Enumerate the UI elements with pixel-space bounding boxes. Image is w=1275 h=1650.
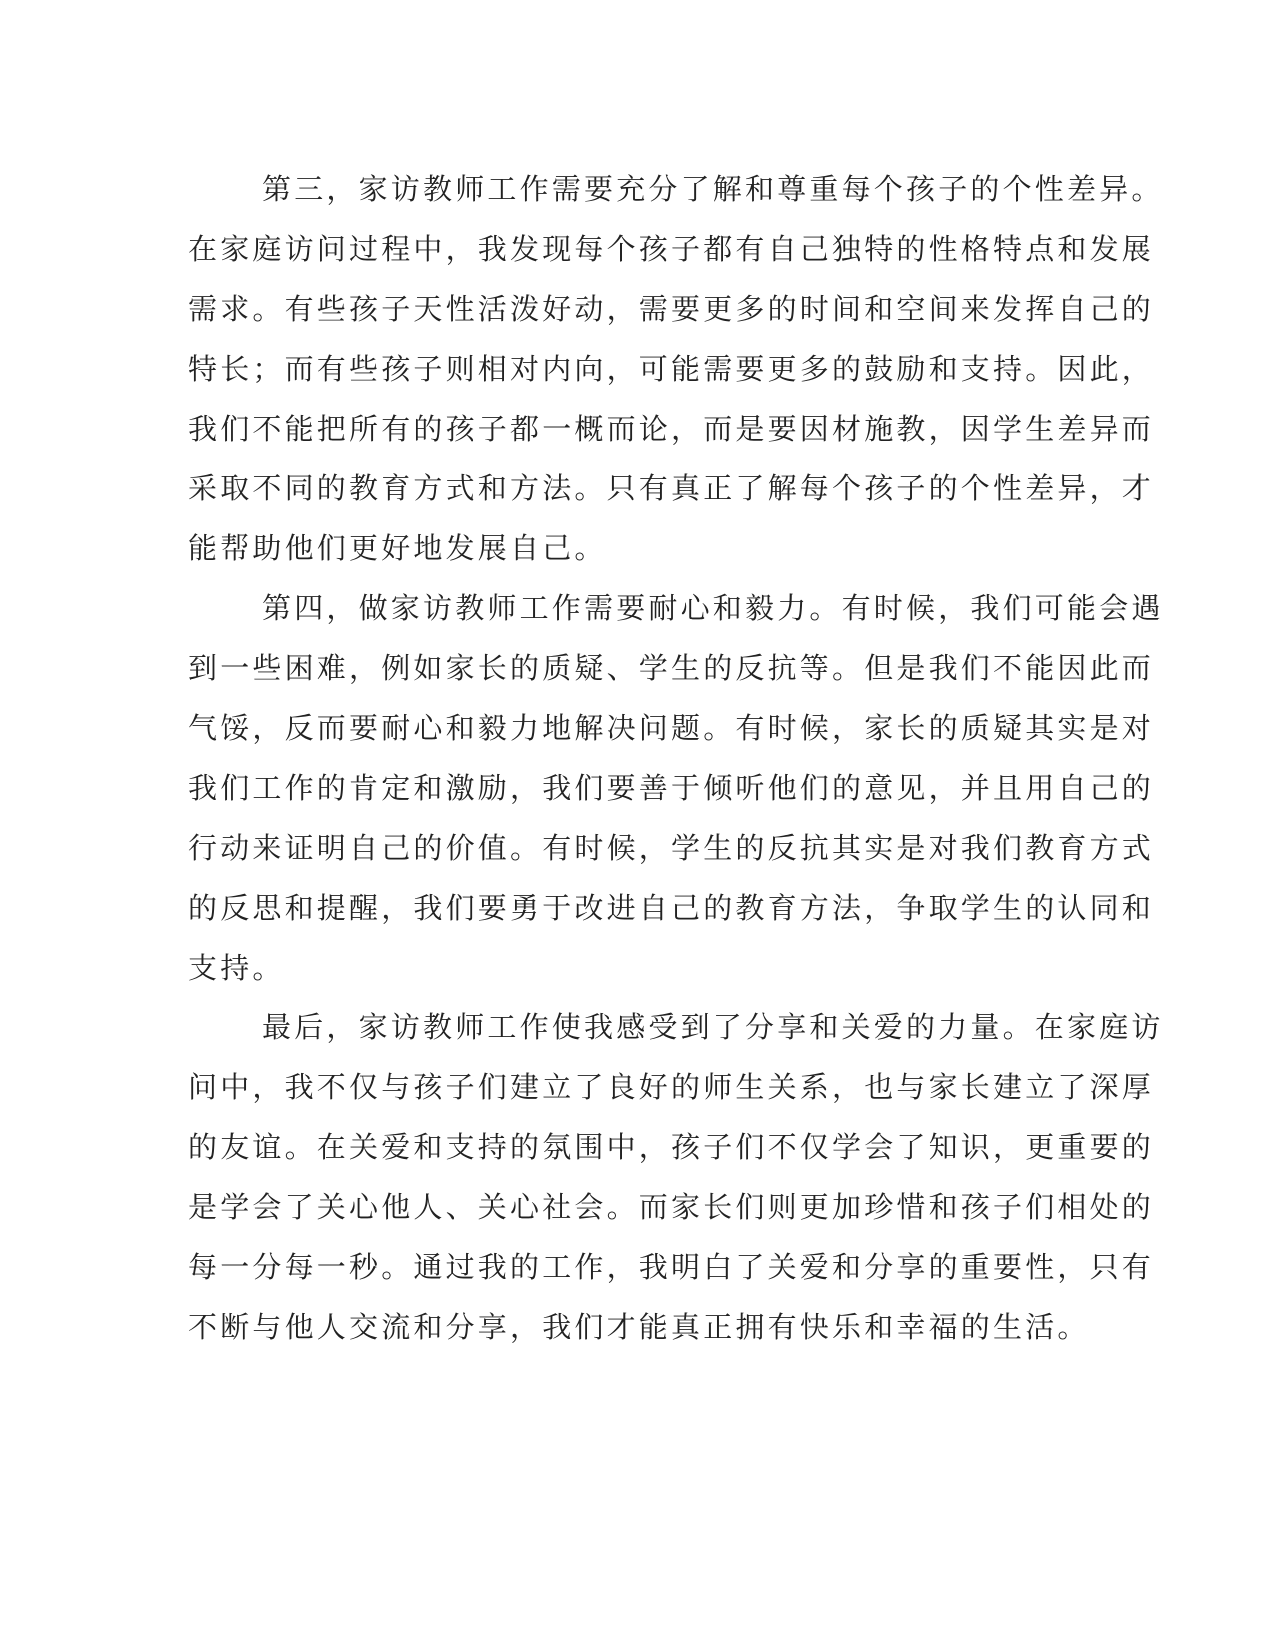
text-line: 不断与他人交流和分享，我们才能真正拥有快乐和幸福的生活。	[188, 1309, 1090, 1344]
text-line: 气馁，反而要耐心和毅力地解决问题。有时候，家长的质疑其实是对	[188, 711, 1155, 746]
text-line: 我们不能把所有的孩子都一概而论，而是要因材施教，因学生差异而	[188, 411, 1155, 446]
paragraph-fourth-point	[188, 579, 1164, 998]
text-line: 在家庭访问过程中，我发现每个孩子都有自己独特的性格特点和发展	[188, 231, 1155, 266]
text-line: 的友谊。在关爱和支持的氛围中，孩子们不仅学会了知识，更重要的	[188, 1130, 1155, 1165]
text-line: 问中，我不仅与孩子们建立了良好的师生关系，也与家长建立了深厚	[188, 1070, 1155, 1105]
document-body	[188, 160, 1164, 1358]
text-line: 第四，做家访教师工作需要耐心和毅力。有时候，我们可能会遇	[262, 591, 1164, 626]
paragraph-conclusion	[188, 998, 1164, 1357]
paragraph-third-point	[188, 160, 1164, 579]
text-line: 需求。有些孩子天性活泼好动，需要更多的时间和空间来发挥自己的	[188, 291, 1155, 326]
text-line: 采取不同的教育方式和方法。只有真正了解每个孩子的个性差异，才	[188, 471, 1155, 506]
text-line: 特长；而有些孩子则相对内向，可能需要更多的鼓励和支持。因此，	[188, 351, 1155, 386]
text-line: 到一些困难，例如家长的质疑、学生的反抗等。但是我们不能因此而	[188, 651, 1155, 686]
text-line: 能帮助他们更好地发展自己。	[188, 531, 607, 566]
text-line: 支持。	[188, 950, 285, 985]
text-line: 我们工作的肯定和激励，我们要善于倾听他们的意见，并且用自己的	[188, 770, 1155, 805]
text-line: 第三，家访教师工作需要充分了解和尊重每个孩子的个性差异。	[262, 172, 1164, 206]
text-line: 是学会了关心他人、关心社会。而家长们则更加珍惜和孩子们相处的	[188, 1190, 1155, 1225]
text-line: 行动来证明自己的价值。有时候，学生的反抗其实是对我们教育方式	[188, 830, 1155, 865]
text-line: 的反思和提醒，我们要勇于改进自己的教育方法，争取学生的认同和	[188, 890, 1155, 925]
text-line: 每一分每一秒。通过我的工作，我明白了关爱和分享的重要性，只有	[188, 1250, 1155, 1285]
text-line: 最后，家访教师工作使我感受到了分享和关爱的力量。在家庭访	[262, 1010, 1164, 1045]
